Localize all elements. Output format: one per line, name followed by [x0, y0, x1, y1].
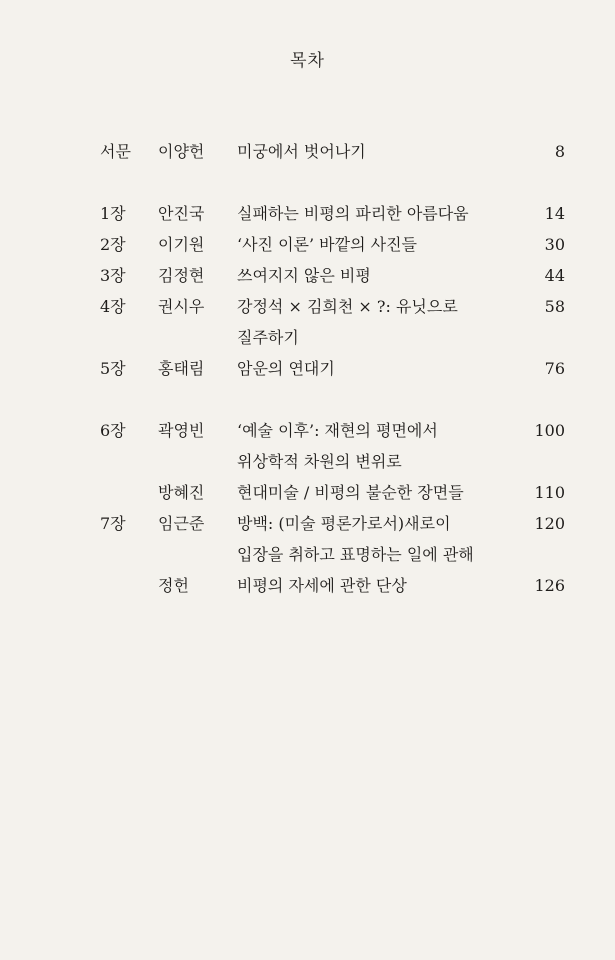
toc-entry-chapter-7b — [100, 574, 565, 605]
toc-entry-chapter-7 — [100, 512, 565, 543]
table-of-contents — [100, 140, 565, 605]
page-title: 목차 — [290, 51, 325, 71]
toc-title: 비평의 자세에 관한 단상 — [237, 576, 407, 595]
toc-chapter: 서문 — [100, 142, 131, 161]
toc-entry-chapter-6b — [100, 481, 565, 512]
toc-title: 쓰여지지 않은 비평 — [237, 266, 371, 285]
toc-page-number: 126 — [534, 576, 565, 595]
toc-entry-chapter-5 — [100, 357, 565, 388]
toc-chapter: 2장 — [100, 235, 126, 254]
toc-chapter: 3장 — [100, 266, 126, 285]
toc-author: 방혜진 — [158, 483, 205, 502]
toc-page-number: 44 — [544, 266, 565, 285]
toc-chapter: 5장 — [100, 359, 126, 378]
toc-entry-chapter-7-continued — [100, 543, 565, 574]
toc-author: 이양헌 — [158, 142, 205, 161]
toc-chapter: 7장 — [100, 514, 126, 533]
toc-page-number: 14 — [544, 204, 565, 223]
toc-page-number: 120 — [534, 514, 565, 533]
toc-title: 암운의 연대기 — [237, 359, 335, 378]
toc-title: 방백: (미술 평론가로서)새로이 — [237, 514, 451, 533]
toc-entry-chapter-3 — [100, 264, 565, 295]
toc-page-number: 100 — [534, 421, 565, 440]
toc-page-number: 58 — [544, 297, 565, 316]
toc-entry-chapter-4 — [100, 295, 565, 326]
toc-page-number: 110 — [534, 483, 565, 502]
toc-chapter: 6장 — [100, 421, 126, 440]
toc-title: ‘예술 이후’: 재현의 평면에서 — [237, 421, 438, 440]
toc-entry-chapter-4-continued — [100, 326, 565, 357]
toc-page-number: 76 — [544, 359, 565, 378]
toc-title-continued: 위상학적 차원의 변위로 — [237, 452, 402, 471]
toc-author: 홍태림 — [158, 359, 205, 378]
toc-entry-chapter-6 — [100, 419, 565, 450]
toc-author: 안진국 — [158, 204, 205, 223]
toc-page-number: 30 — [544, 235, 565, 254]
toc-entry-chapter-1 — [100, 202, 565, 233]
toc-title-continued: 질주하기 — [237, 328, 299, 347]
toc-title-continued: 입장을 취하고 표명하는 일에 관해 — [237, 545, 474, 564]
toc-entry-preface — [100, 140, 565, 171]
toc-author: 정헌 — [158, 576, 189, 595]
toc-entry-chapter-2 — [100, 233, 565, 264]
toc-title: 미궁에서 벗어나기 — [237, 142, 366, 161]
toc-author: 권시우 — [158, 297, 205, 316]
toc-page-number: 8 — [554, 142, 565, 161]
toc-entry-chapter-6-continued — [100, 450, 565, 481]
toc-author: 이기원 — [158, 235, 205, 254]
toc-title: 현대미술 / 비평의 불순한 장면들 — [237, 483, 464, 502]
toc-chapter: 4장 — [100, 297, 126, 316]
toc-title: 실패하는 비평의 파리한 아름다움 — [237, 204, 469, 223]
toc-author: 임근준 — [158, 514, 205, 533]
toc-title: ‘사진 이론’ 바깥의 사진들 — [237, 235, 417, 254]
toc-chapter: 1장 — [100, 204, 126, 223]
toc-author: 곽영빈 — [158, 421, 205, 440]
toc-author: 김정현 — [158, 266, 205, 285]
toc-title: 강정석 × 김희천 × ?: 유닛으로 — [237, 297, 458, 316]
